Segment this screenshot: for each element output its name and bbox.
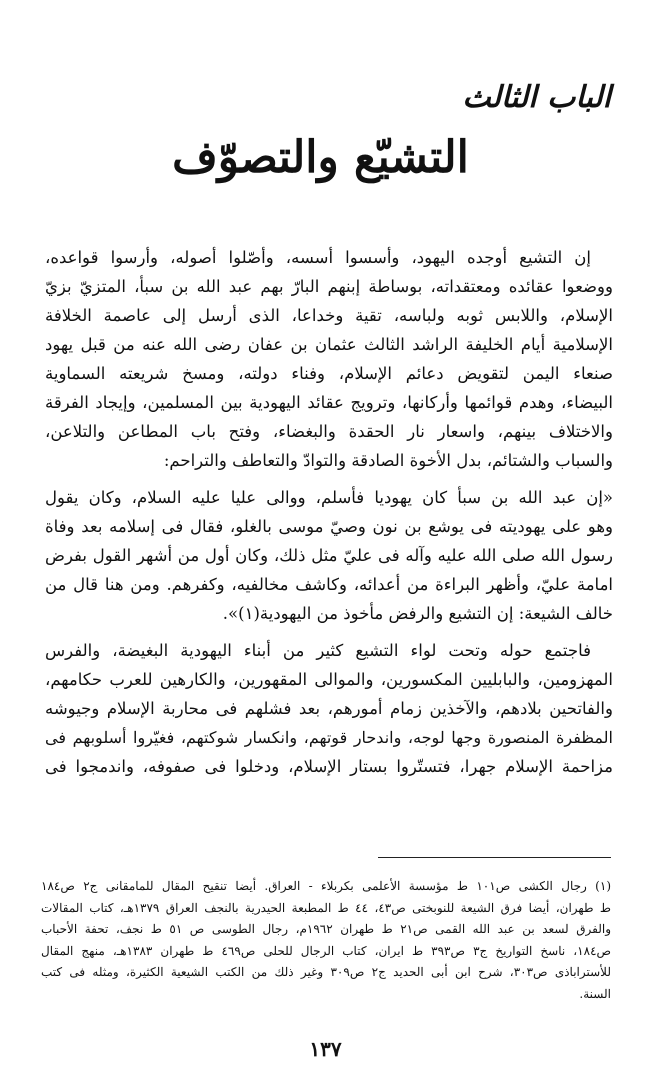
chapter-label: الباب الثالث — [462, 80, 611, 115]
body-text — [45, 243, 613, 781]
text-line: مزاحمة الإسلام جهرا، فتستّروا بستار الإسلام، ودخلوا فى صفوفه، واندمجوا فى — [45, 757, 613, 776]
page-number: ١٣٧ — [309, 1037, 342, 1061]
text-line: وهو على يهوديته فى يوشع بن نون وصيّ موسى بالغلو، فقال فى إسلامه بعد وفاة — [45, 517, 613, 536]
text-line: البيضاء، وهدم قوائمها وأركانها، وترويج عقائد اليهودية بين المسلمين، وإيجاد الفرقة — [45, 393, 613, 412]
text-line: خالف الشيعة: إن التشيع والرفض مأخوذ من اليهودية(١)». — [222, 604, 613, 623]
paragraph-1 — [45, 243, 613, 475]
chapter-title: التشيّع والتصوّف — [172, 132, 469, 183]
text-line: الإسلام، واللابس ثوبه ولباسه، تقية وخداعا، الذى أرسل إلى عاصمة الخلافة — [45, 306, 613, 325]
text-line: امامة عليّ، وأظهر البراءة من أعدائه، وكاشف مخالفيه، وكفرهم. ومن هنا قال من — [45, 575, 613, 594]
footnote-line: ص١٨٤، ناسخ التواريخ ج٣ ص٣٩٣ ط ايران، كتاب الرجال للحلى ص٤٦٩ ط طهران ١٣٨٣هـ، منهج المقال — [41, 943, 612, 958]
text-line: والفاتحين بلادهم، والآخذين زمام أمورهم، بعد فشلهم فى محاربة الإسلام وجيوشه — [45, 699, 613, 718]
footnote-line: (١) رجال الكشى ص١٠١ ط مؤسسة الأعلمى بكربلاء - العراق. أيضا تنقيح المقال للمامقانى ج٢ ص١٨٤ — [41, 879, 612, 893]
text-line: رسول الله صلى الله عليه وآله فى عليّ مثل ذلك، وكان أول من أشهر القول بفرض — [45, 546, 613, 565]
footnote-divider — [378, 857, 611, 858]
text-line: والاختلاف بينهم، واسعار نار الحقدة والبغضاء، وفتح باب المطاعن والتلاعن، — [45, 422, 613, 441]
text-line: ووضعوا عقائده ومعتقداته، بوساطة إبنهم البارّ بهم عبد الله بن سبأ، المتزيّ بزيّ — [45, 277, 613, 296]
text-line: المظفرة المنصورة وجها لوجه، واندحار قوتهم، وانكسار شوكتهم، فغيّروا أسلوبهم فى — [45, 728, 613, 747]
text-line: صنعاء اليمن لتقويض دعائم الإسلام، وفناء دولته، ومسخ شريعته السماوية — [45, 364, 613, 383]
footnote-line: والفرق لسعد بن عبد الله القمى ص٢١ ط طهران ١٩٦٢م، رجال الطوسى ص ٥١ ط نجف، تحفة الأحباب — [41, 922, 611, 936]
footnote-line: للأستراباذى ص٣٠٣، شرح ابن أبى الحديد ج٢ ص٣٠٩ وغير ذلك من الكتب الشيعية الكثيرة، ومثله فى كتب — [41, 965, 612, 979]
text-line: فاجتمع حوله وتحت لواء التشيع كثير من أبناء اليهودية البغيضة، والفرس — [45, 641, 591, 660]
footnote-line: السنة. — [579, 986, 611, 1001]
text-line: الإسلامية أيام الخليفة الراشد الثالث عثمان بن عفان رضى الله عنه من قبل يهود — [45, 335, 613, 354]
text-line: والسباب والشتائم، بدل الأخوة الصادقة والتوادّ والتعاطف والتراحم: — [163, 451, 613, 470]
paragraph-3 — [45, 636, 613, 781]
footnote-line: ط طهران، أيضا فرق الشيعة للنوبختى ص٤٣، ٤٤ ط المطبعة الحيدرية بالنجف العراق ١٣٧٩هـ، كتاب المقالات — [41, 900, 611, 915]
text-line: إن التشيع أوجده اليهود، وأسسوا أسسه، وأصّلوا أصوله، وأرسوا قواعده، — [45, 248, 591, 267]
text-line: «إن عبد الله بن سبأ كان يهوديا فأسلم، ووالى عليا عليه السلام، وكان يقول — [45, 488, 613, 507]
footnote — [41, 876, 611, 1005]
text-line: المهزومين، والبابليين المكسورين، والموالى المقهورين، والكارهين للعرب حكامهم، — [45, 670, 613, 689]
quote-paragraph — [45, 483, 613, 628]
